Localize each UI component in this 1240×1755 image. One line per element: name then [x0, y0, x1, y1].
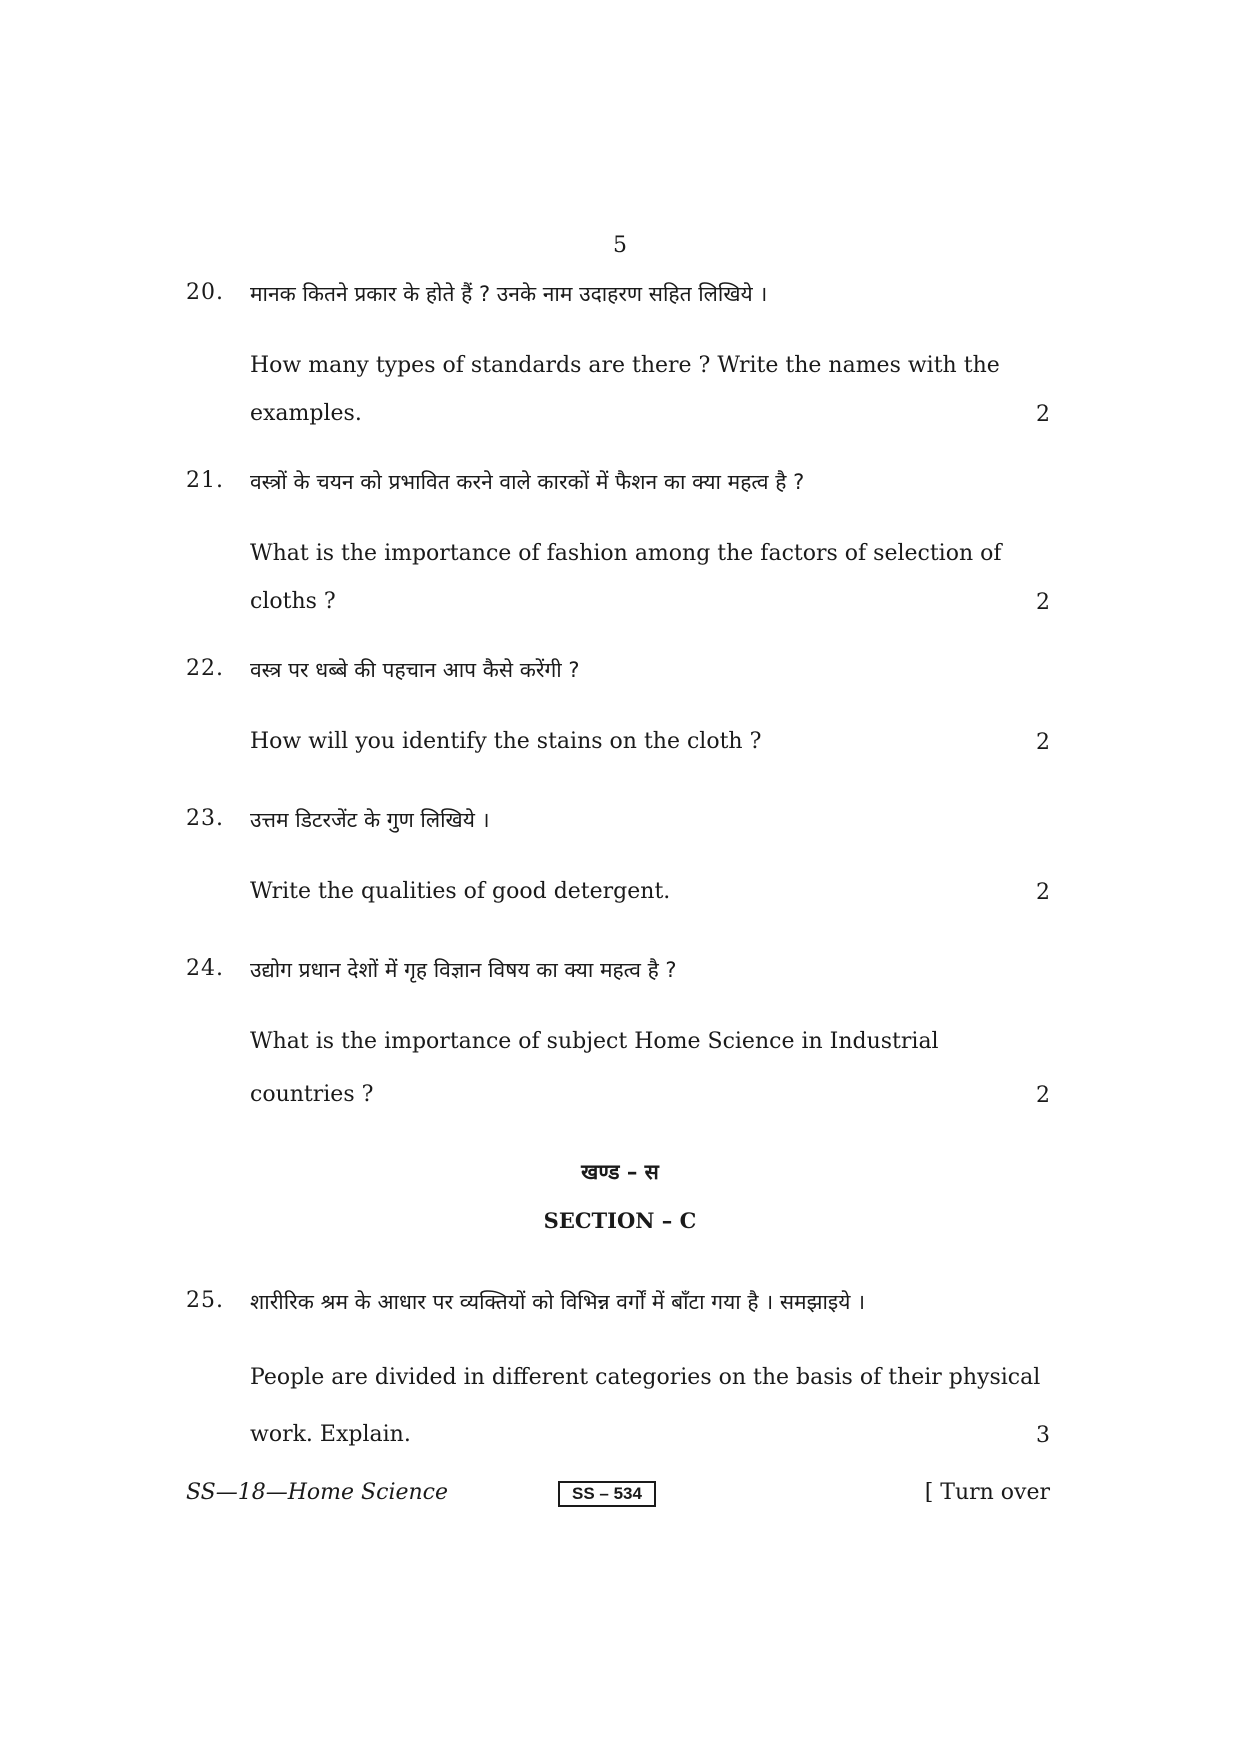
question-text-english-line2: countries ? [250, 1082, 374, 1107]
question-text-hindi: वस्त्रों के चयन को प्रभावित करने वाले कारकों में फैशन का क्या महत्व है ? [250, 470, 805, 494]
question-number: 21. [186, 468, 224, 493]
question-text-english-line1: What is the importance of fashion among the factors of selection of [250, 541, 1002, 566]
question-number: 23. [186, 806, 224, 831]
question-23 [186, 806, 1050, 906]
question-20 [186, 280, 1050, 430]
question-marks: 2 [1036, 730, 1050, 755]
section-heading-english: SECTION – C [543, 1208, 697, 1233]
question-marks: 2 [1036, 880, 1050, 905]
question-text-hindi: वस्त्र पर धब्बे की पहचान आप कैसे करेंगी ? [250, 658, 580, 682]
question-number: 22. [186, 656, 224, 681]
footer-subject: SS—18—Home Science [186, 1480, 449, 1505]
question-text-hindi: उत्तम डिटरजेंट के गुण लिखिये । [250, 808, 490, 832]
question-number: 24. [186, 956, 224, 981]
question-marks: 2 [1036, 1083, 1050, 1108]
question-text-english-line1: Write the qualities of good detergent. [250, 879, 671, 904]
question-text-hindi: मानक कितने प्रकार के होते हैं ? उनके नाम उदाहरण सहित लिखिये । [250, 282, 768, 306]
question-marks: 2 [1036, 402, 1050, 427]
question-25 [186, 1288, 1050, 1458]
question-text-english-line1: People are divided in different categories on the basis of their physical [250, 1365, 1041, 1390]
question-number: 20. [186, 280, 224, 305]
question-text-hindi: उद्योग प्रधान देशों में गृह विज्ञान विषय का क्या महत्व है ? [250, 958, 677, 982]
question-text-english-line1: What is the importance of subject Home Science in Industrial [250, 1029, 939, 1054]
question-text-english-line2: work. Explain. [250, 1422, 411, 1447]
page-number: 5 [613, 233, 627, 258]
question-text-english-line2: cloths ? [250, 589, 336, 614]
question-21 [186, 468, 1050, 618]
question-marks: 3 [1036, 1423, 1050, 1448]
question-text-english-line2: examples. [250, 401, 362, 426]
section-heading-hindi: खण्ड – स [581, 1160, 659, 1184]
question-text-hindi: शारीरिक श्रम के आधार पर व्यक्तियों को विभिन्न वर्गों में बाँटा गया है । समझाइये । [250, 1290, 866, 1314]
question-24 [186, 956, 1050, 1116]
footer-turn-over: [ Turn over [924, 1480, 1050, 1505]
question-text-english-line1: How many types of standards are there ? Write the names with the [250, 353, 1000, 378]
footer-paper-code: SS – 534 [558, 1481, 656, 1507]
question-marks: 2 [1036, 590, 1050, 615]
page-footer [186, 1480, 1050, 1510]
question-number: 25. [186, 1288, 224, 1313]
question-22 [186, 656, 1050, 756]
question-text-english-line1: How will you identify the stains on the cloth ? [250, 729, 762, 754]
